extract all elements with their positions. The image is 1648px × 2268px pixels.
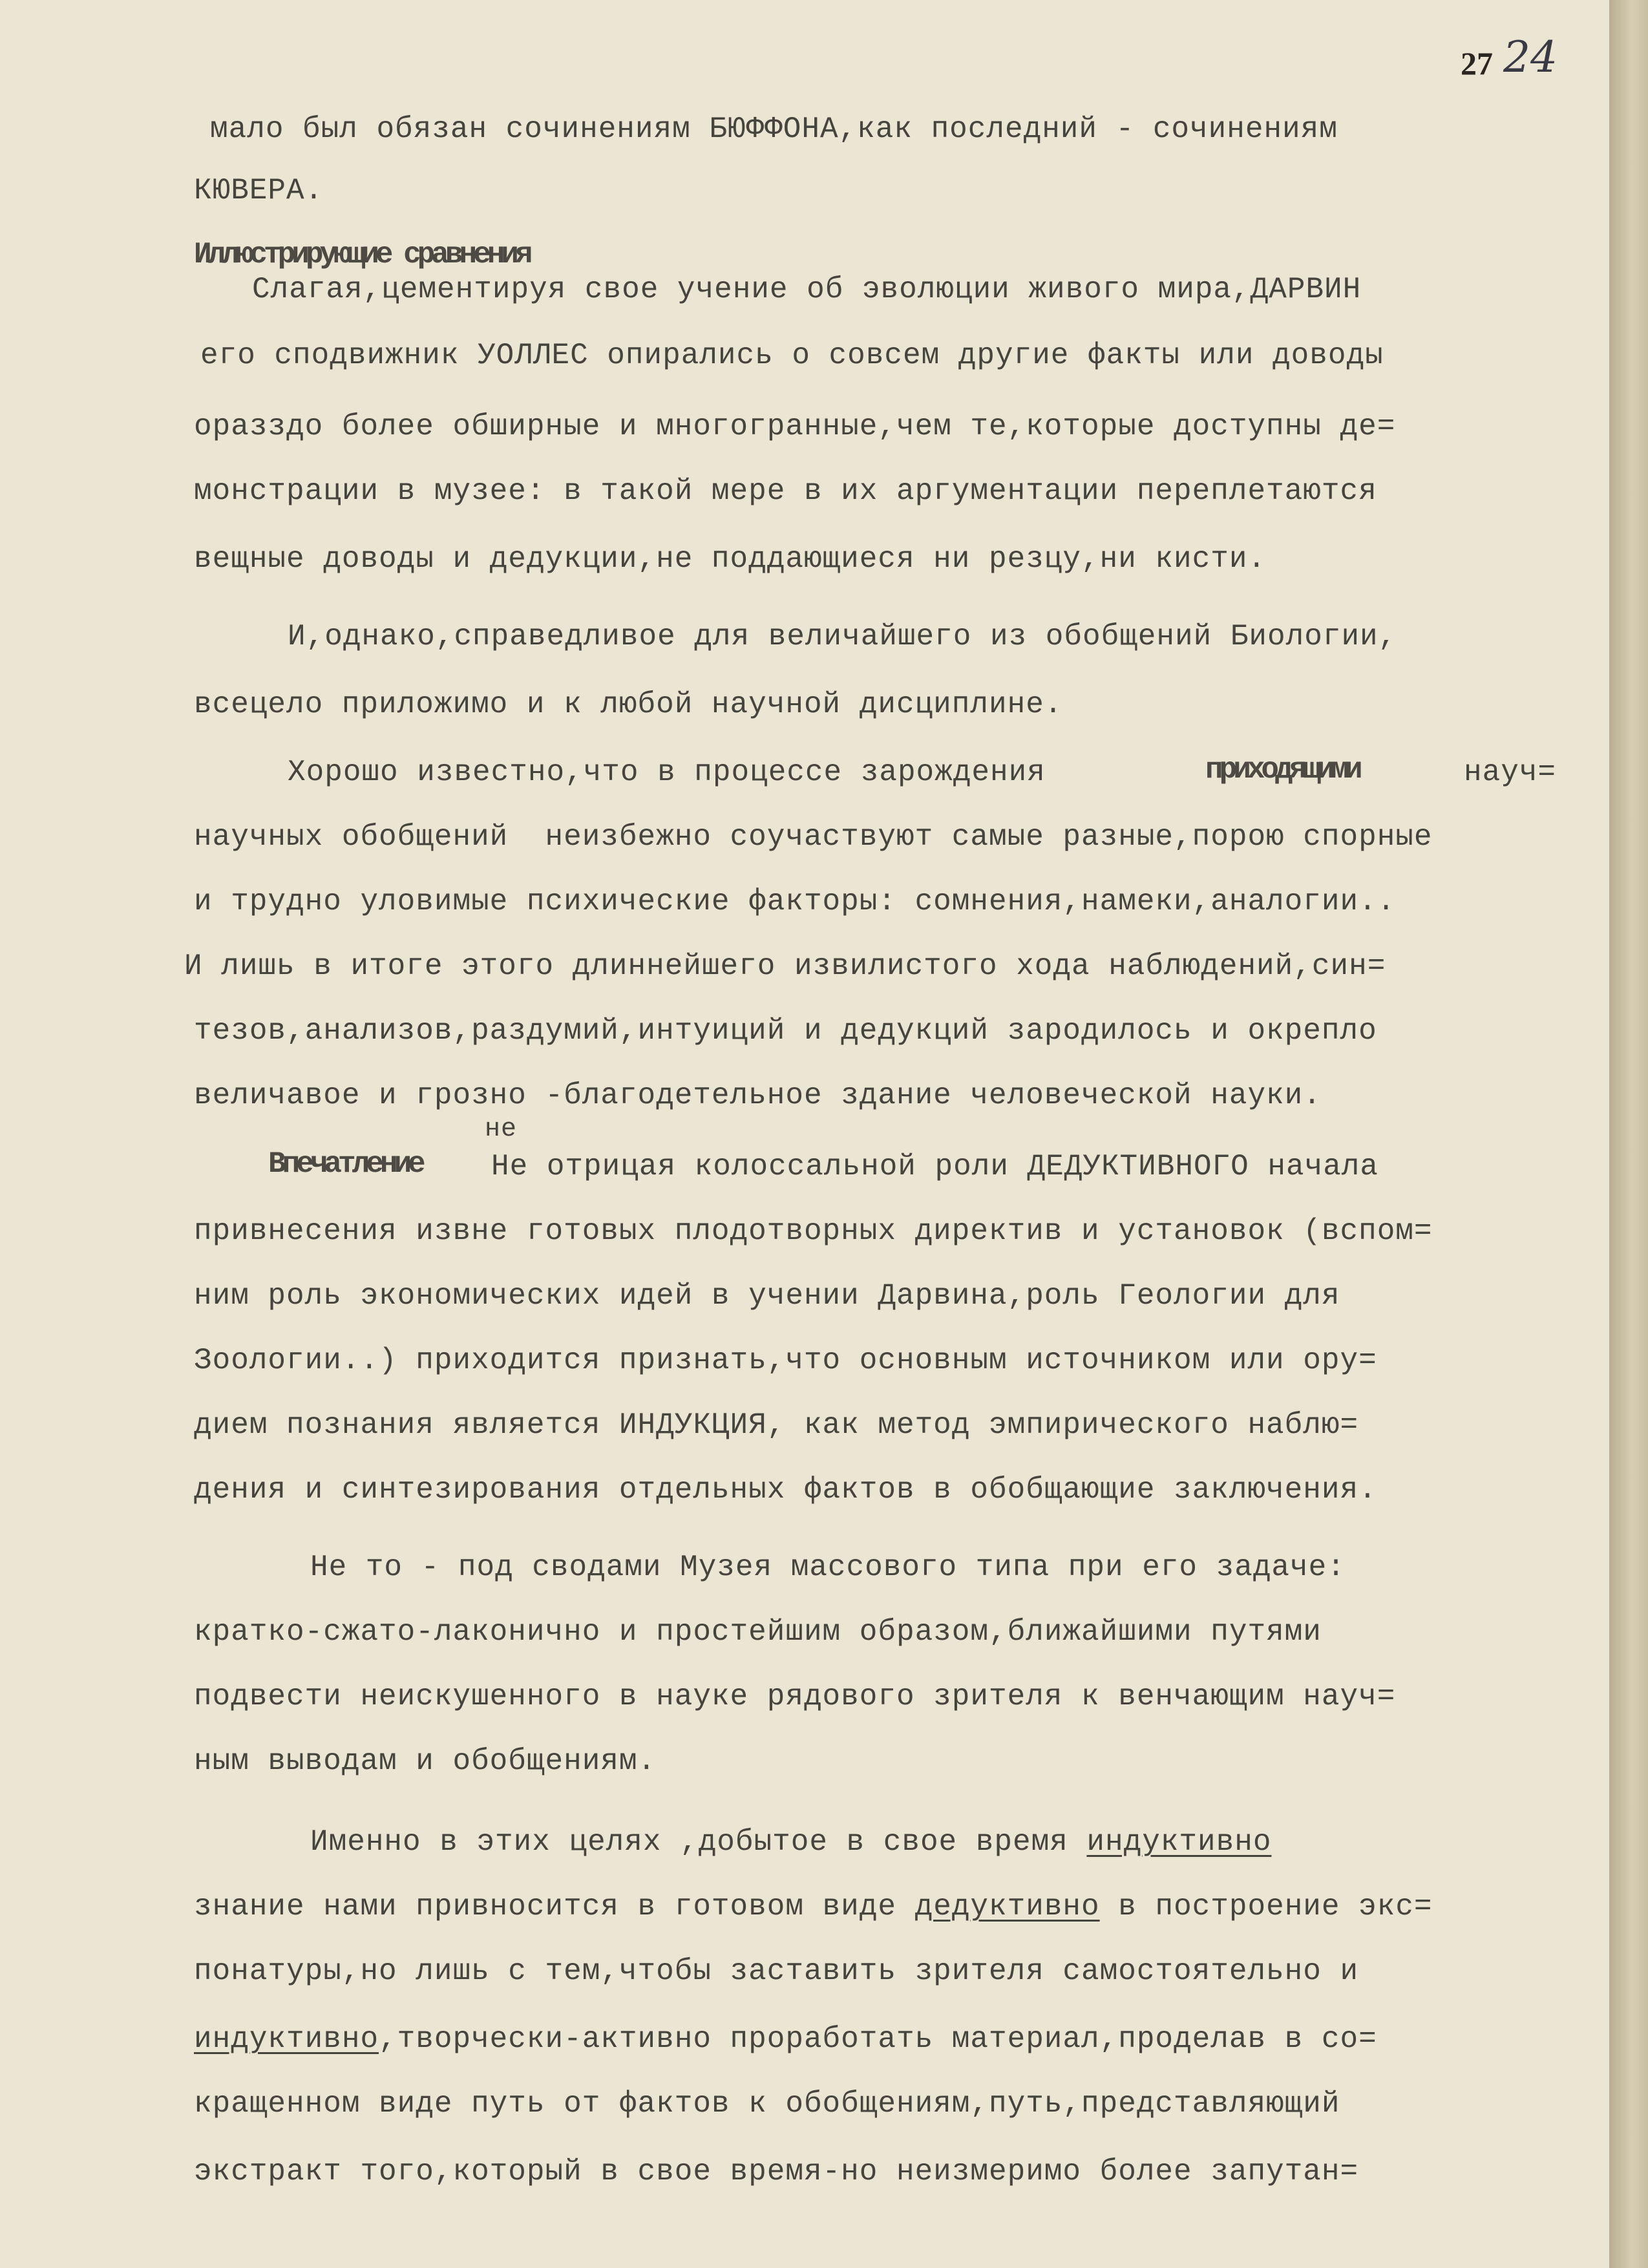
- text-segment: Именно в этих целях ,добытое в свое время: [310, 1825, 1068, 1859]
- text-line: оразздо более обширные и многогранные,чем те,которые доступны де=: [194, 410, 1396, 443]
- text-line: привнесения извне готовых плодотворных директив и установок (вспом=: [194, 1214, 1433, 1248]
- inserted-word: не: [485, 1115, 518, 1144]
- text-line: мало был обязан сочинениям БЮФФОНА,как последний - сочинениям: [210, 112, 1338, 146]
- underlined-word: индуктивно: [194, 2022, 379, 2056]
- text-line: экстракт того,который в свое время-но неизмеримо более запутан=: [194, 2155, 1359, 2189]
- text-line: всецело приложимо и к любой научной дисциплине.: [194, 688, 1063, 721]
- text-line: и трудно уловимые психические факторы: сомнения,намеки,аналогии..: [194, 885, 1396, 918]
- text-line: Слагая,цементируя свое учение об эволюции живого мира,ДАРВИН: [252, 273, 1362, 306]
- text-line: монстрации в музее: в такой мере в их аргументации переплетаются: [194, 474, 1377, 508]
- text-line: дием познания является ИНДУКЦИЯ, как метод эмпирического наблю=: [194, 1408, 1359, 1442]
- text-line: величавое и грозно -благодетельное здание человеческой науки.: [194, 1079, 1322, 1112]
- text-line: И лишь в итоге этого длиннейшего извилистого хода наблюдений,син=: [184, 949, 1386, 983]
- text-line: кращенном виде путь от фактов к обобщениям,путь,представляющий: [194, 2087, 1340, 2121]
- typed-page-number: 27: [1461, 45, 1493, 81]
- text-line: Хорошо известно,что в процессе зарождения: [288, 756, 1046, 789]
- struck-word: приходящими: [1205, 753, 1359, 787]
- text-line: понатуры,но лишь с тем,чтобы заставить зрителя самостоятельно и: [194, 1955, 1359, 1988]
- text-line-tail: науч=: [1464, 756, 1557, 789]
- text-line: Не отрицая колоссальной роли ДЕДУКТИВНОГО начала: [491, 1150, 1379, 1183]
- text-line: КЮВЕРА.: [194, 174, 324, 207]
- text-segment: ,творчески-активно проработать материал,проделав в со=: [379, 2022, 1377, 2056]
- underlined-word: дедуктивно: [914, 1890, 1100, 1924]
- text-line: дения и синтезирования отдельных фактов в обобщающие заключения.: [194, 1473, 1377, 1507]
- underlined-word: индуктивно: [1086, 1825, 1272, 1859]
- struck-paragraph-start: Впечатление: [268, 1147, 422, 1181]
- text-line: кратко-сжато-лаконично и простейшим образом,ближайшими путями: [194, 1615, 1322, 1649]
- text-line: ным выводам и обобщениям.: [194, 1744, 657, 1778]
- text-line: его сподвижник УОЛЛЕС опирались о совсем другие факты или доводы: [200, 339, 1384, 372]
- text-line: вещные доводы и дедукции,не поддающиеся ни резцу,ни кисти.: [194, 542, 1267, 576]
- text-line: [194, 2020, 1377, 2059]
- text-line: подвести неискушенного в науке рядового зрителя к венчающим науч=: [194, 1680, 1396, 1713]
- text-line: Не то - под сводами Музея массового типа при его задаче:: [310, 1551, 1346, 1584]
- struck-heading: Иллюстрирующие сравнения: [194, 238, 529, 271]
- text-line: ним роль экономических идей в учении Дарвина,роль Геологии для: [194, 1279, 1340, 1313]
- text-segment: в построение экс=: [1118, 1890, 1433, 1924]
- page-edge: [1609, 0, 1648, 2268]
- text-line: [310, 1823, 1271, 1861]
- handwritten-page-number: 24: [1503, 32, 1558, 82]
- text-line: И,однако,справедливое для величайшего из обобщений Биологии,: [288, 620, 1397, 653]
- text-segment: знание нами привносится в готовом виде: [194, 1890, 896, 1924]
- text-line: [194, 1887, 1433, 1926]
- page-number: [1461, 32, 1558, 82]
- text-line: Зоологии..) приходится признать,что основным источником или ору=: [194, 1344, 1377, 1377]
- text-line: тезов,анализов,раздумий,интуиций и дедукций зародилось и окрепло: [194, 1014, 1377, 1048]
- text-line: научных обобщений неизбежно соучаствуют самые разные,порою спорные: [194, 820, 1433, 854]
